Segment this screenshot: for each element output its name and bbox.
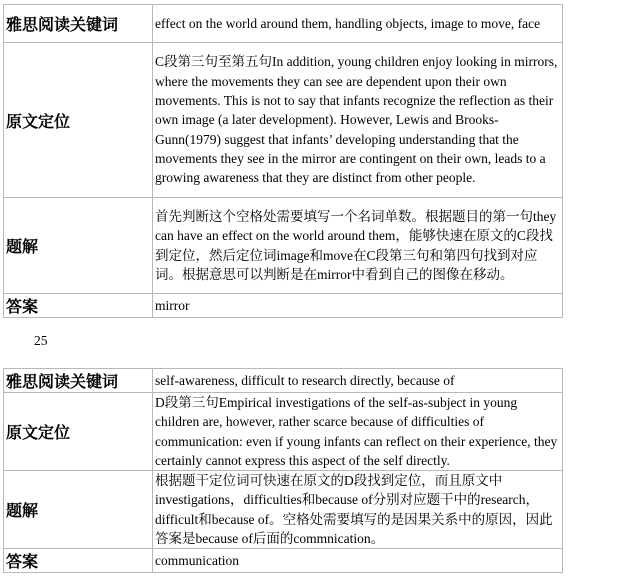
answer-label: 答案 xyxy=(4,294,153,318)
answer-value: mirror xyxy=(153,294,563,318)
explanation-value: 根据题干定位词可快速在原文的D段找到定位，而且原文中investigations，difficulties和because of分别对应题干中的research，difficult和because of。空格处需要填写的是因果关系中的原因，因此答案是because of后面的commnication。 xyxy=(153,471,563,549)
location-row xyxy=(4,393,563,471)
location-value: D段第三句Empirical investigations of the self-as-subject in young children are, however, rather scarce because of difficulties of communication: even if young infants can reflect on their experience, they certainly cannot express this aspect of the self directly. xyxy=(153,393,563,471)
question-24-table xyxy=(3,4,563,318)
explanation-row xyxy=(4,198,563,294)
keywords-label: 雅思阅读关键词 xyxy=(4,5,153,43)
answer-row xyxy=(4,549,563,573)
question-25-table xyxy=(3,368,563,573)
keywords-row xyxy=(4,5,563,43)
question-number: 25 xyxy=(34,333,48,348)
keywords-row xyxy=(4,369,563,393)
explanation-row xyxy=(4,471,563,549)
answer-row xyxy=(4,294,563,318)
explanation-label: 题解 xyxy=(4,471,153,549)
location-value: C段第三句至第五句In addition, young children enjoy looking in mirrors, where the movements they can see are dependent upon their own movements. This is not to say that infants recognize the reflection as their own image (a later development). However, Lewis and Brooks-Gunn(1979) suggest that infants’ developing understanding that the movements they see in the mirror are contingent on their own, leads to a growing awareness that they are distinct from other people. xyxy=(153,43,563,198)
location-label: 原文定位 xyxy=(4,393,153,471)
explanation-label: 题解 xyxy=(4,198,153,294)
location-row xyxy=(4,43,563,198)
keywords-value: effect on the world around them, handling objects, image to move, face xyxy=(153,5,563,43)
keywords-label: 雅思阅读关键词 xyxy=(4,369,153,393)
keywords-value: self-awareness, difficult to research directly, because of xyxy=(153,369,563,393)
answer-label: 答案 xyxy=(4,549,153,573)
answer-value: communication xyxy=(153,549,563,573)
location-label: 原文定位 xyxy=(4,43,153,198)
explanation-value: 首先判断这个空格处需要填写一个名词单数。根据题目的第一句they can have an effect on the world around them，能够快速在原文的C段找到定位，然后定位词image和move在C段第三句和第四句找到对应词。根据意思可以判断是在mirror中看到自己的图像在移动。 xyxy=(153,198,563,294)
